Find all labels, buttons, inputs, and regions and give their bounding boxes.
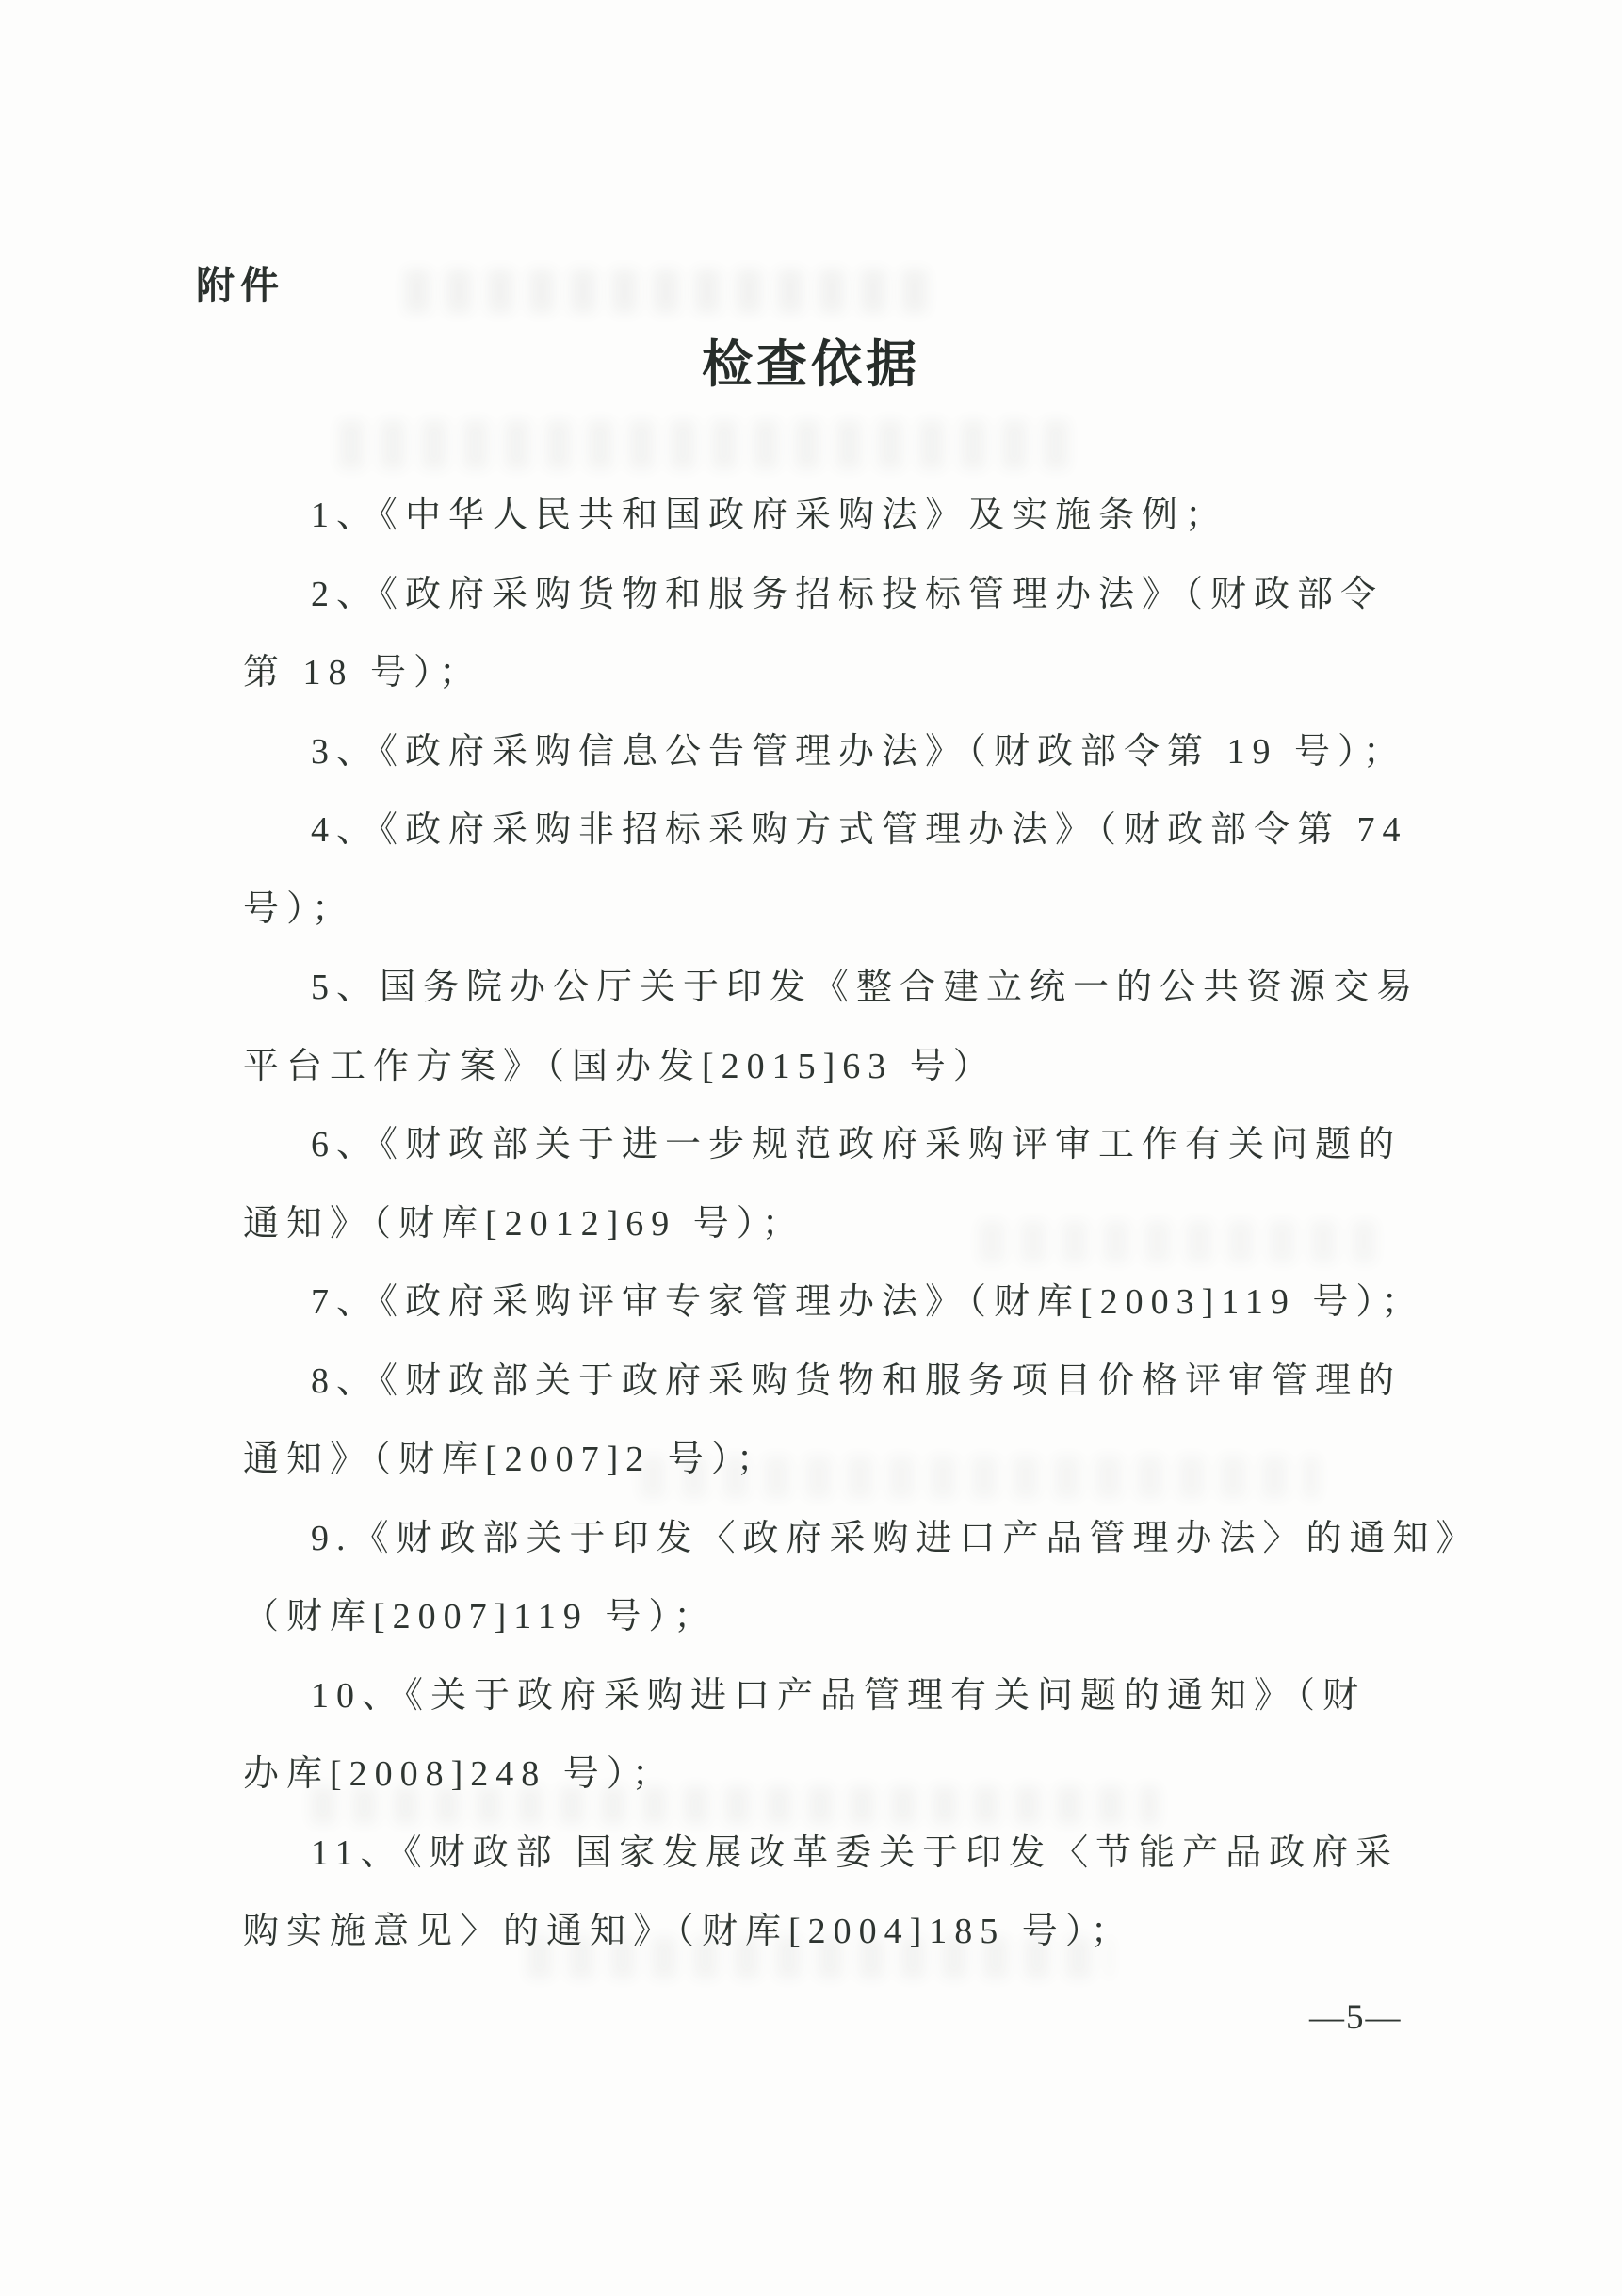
- document-line: 号）；: [243, 888, 356, 929]
- document-line: （财库[2007]119 号）；: [243, 1597, 718, 1637]
- document-line: 平台工作方案》（国办发[2015]63 号）: [243, 1046, 997, 1086]
- document-line: 10、《关于政府采购进口产品管理有关问题的通知》（财: [311, 1675, 1367, 1716]
- document-body: [243, 477, 1480, 1972]
- document-line: 5、国务院办公厅关于印发《整合建立统一的公共资源交易: [311, 968, 1420, 1007]
- document-line: 7、《政府采购评审专家管理办法》（财库[2003]119 号）；: [311, 1282, 1425, 1322]
- document-line: 8、《财政部关于政府采购货物和服务项目价格评审管理的: [311, 1360, 1403, 1401]
- document-line: 办库[2008]248 号）；: [243, 1754, 675, 1794]
- document-line: 购实施意见〉的通知》（财库[2004]185 号）；: [243, 1912, 1134, 1951]
- document-line: 1、《中华人民共和国政府采购法》及实施条例；: [311, 496, 1229, 535]
- document-line: 6、《财政部关于进一步规范政府采购评审工作有关问题的: [311, 1125, 1403, 1164]
- attachment-label: 附件: [196, 264, 284, 307]
- document-line: 9.《财政部关于印发〈政府采购进口产品管理办法〉的通知》: [311, 1518, 1480, 1558]
- document-line: 3、《政府采购信息公告管理办法》（财政部令第 19 号）；: [311, 731, 1407, 772]
- scan-artifact: [339, 420, 1074, 469]
- scan-artifact: [405, 269, 933, 313]
- document-title: 检查依据: [702, 336, 920, 393]
- document-line: 2、《政府采购货物和服务招标投标管理办法》（财政部令: [311, 574, 1385, 614]
- document-line: 4、《政府采购非招标采购方式管理办法》（财政部令第 74: [311, 810, 1408, 850]
- document-line: 11、《财政部 国家发展改革委关于印发〈节能产品政府采: [311, 1832, 1400, 1873]
- document-line: 通知》（财库[2007]2 号）；: [243, 1440, 780, 1479]
- page-number: —5—: [1309, 1998, 1403, 2037]
- document-line: 第 18 号）；: [243, 653, 483, 692]
- document-line: 通知》（财库[2012]69 号）；: [243, 1203, 805, 1244]
